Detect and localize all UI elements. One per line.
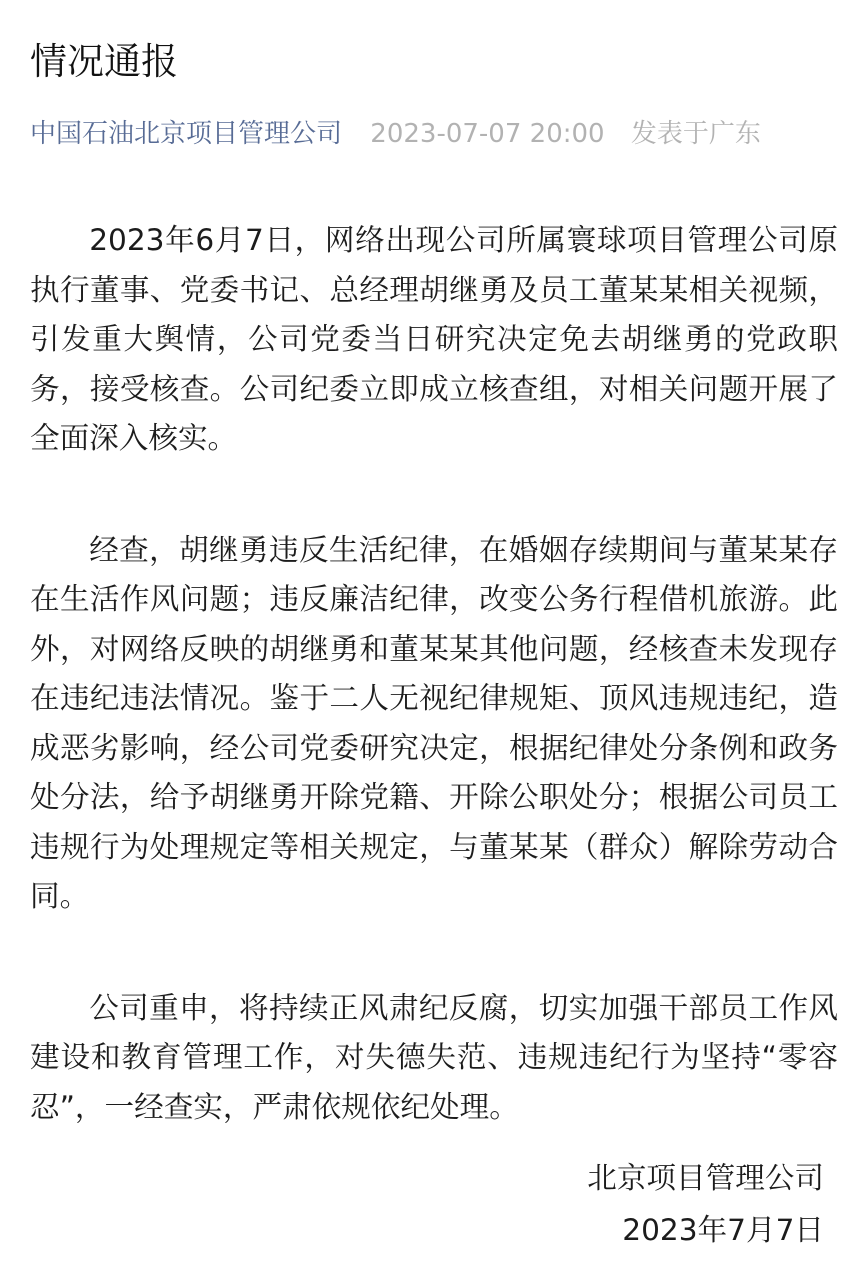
- paragraph-3: 公司重申，将持续正风肃纪反腐，切实加强干部员工作风建设和教育管理工作，对失德失范、违规违纪行为坚持“零容忍”，一经查实，严肃依规依纪处理。: [30, 990, 838, 1124]
- publish-time: 2023-07-07 20:00: [370, 119, 605, 149]
- signature-block: [587, 1152, 824, 1256]
- paragraph-2: 经查，胡继勇违反生活纪律，在婚姻存续期间与董某某存在生活作风问题；违反廉洁纪律，改变公务行程借机旅游。此外，对网络反映的胡继勇和董某某其他问题，经核查未发现存在违纪违法情况。鉴于二人无视纪律规矩、顶风违规违纪，造成恶劣影响，经公司党委研究决定，根据纪律处分条例和政务处分法，给予胡继勇开除党籍、开除公职处分；根据公司员工违规行为处理规定等相关规定，与董某某（群众）解除劳动合同。: [30, 532, 838, 913]
- signature-date: 2023年7月7日: [622, 1213, 824, 1247]
- paragraph-1: 2023年6月7日，网络出现公司所属寰球项目管理公司原执行董事、党委书记、总经理胡继勇及员工董某某相关视频，引发重大舆情，公司党委当日研究决定免去胡继勇的党政职务，接受核查。公司纪委立即成立核查组，对相关问题开展了全面深入核实。: [30, 223, 838, 455]
- signature-organization: 北京项目管理公司: [587, 1161, 824, 1195]
- article-body: [30, 216, 838, 1194]
- publish-location: 发表于广东: [630, 119, 761, 149]
- account-name-link[interactable]: 中国石油北京项目管理公司: [30, 119, 343, 149]
- article-meta: [30, 114, 761, 154]
- article-title: 情况通报: [30, 40, 178, 83]
